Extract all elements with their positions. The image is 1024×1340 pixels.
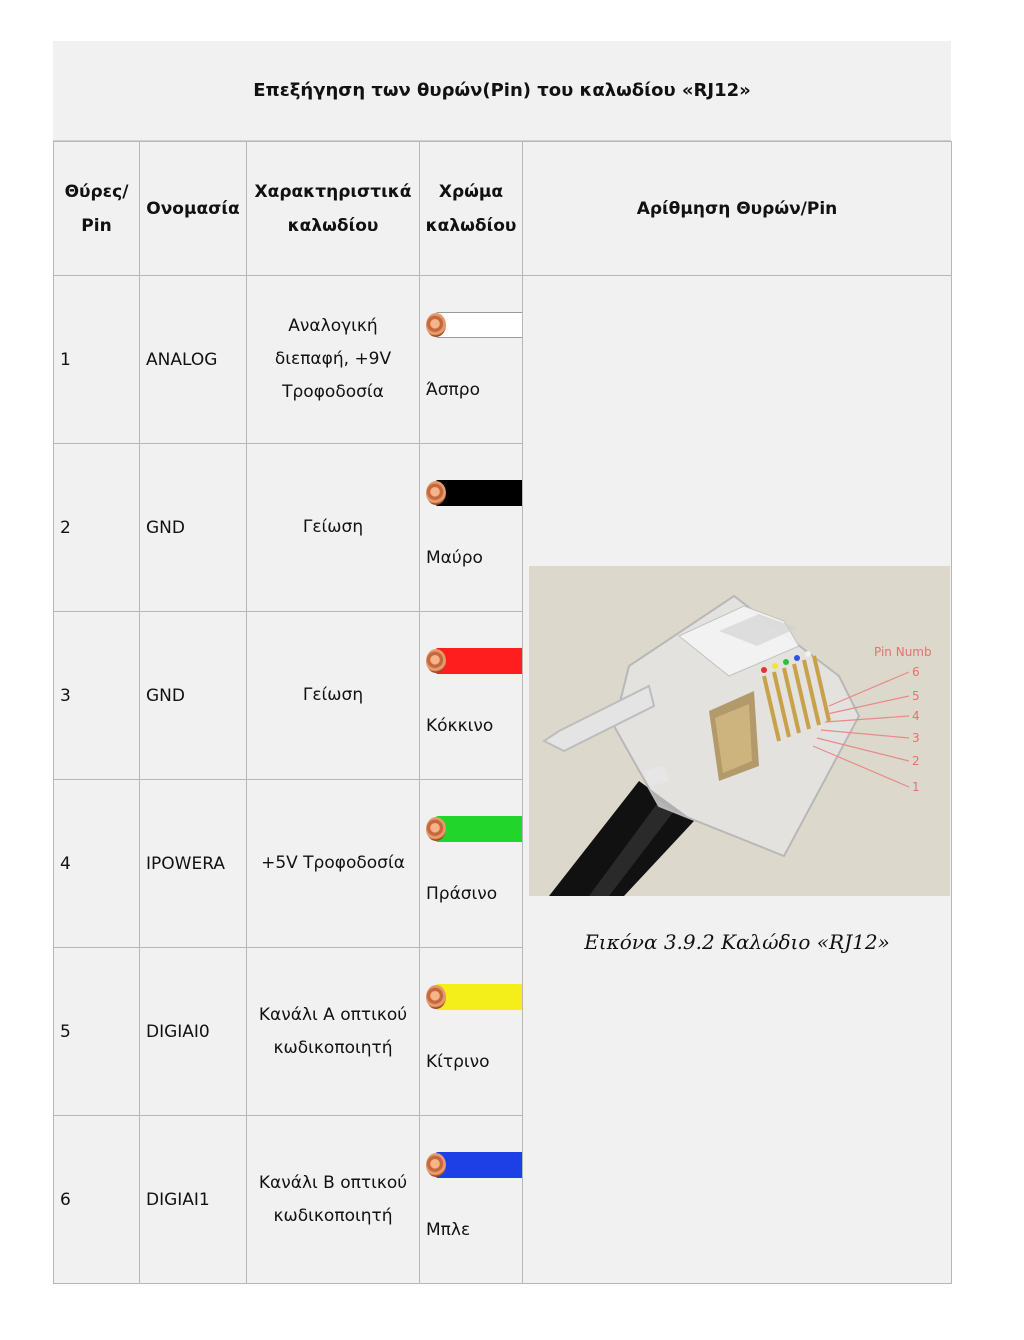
color-label: Κίτρινο bbox=[426, 1052, 490, 1072]
wire-icon bbox=[426, 312, 523, 338]
description-cell: +5V Τροφοδοσία bbox=[247, 780, 420, 948]
header-name: Ονομασία bbox=[140, 142, 247, 276]
wire-icon bbox=[426, 816, 523, 842]
wire-icon bbox=[426, 480, 523, 506]
pin-label: 6 bbox=[912, 665, 920, 679]
pin-cell: 1 bbox=[54, 276, 140, 444]
header-numbering: Αρίθμηση Θυρών/Pin bbox=[523, 142, 952, 276]
description-cell: Κανάλι A οπτικού κωδικοποιητή bbox=[247, 948, 420, 1116]
pin-number-label: Pin Numb bbox=[874, 645, 932, 659]
figure-caption: Εικόνα 3.9.2 Καλώδιο «RJ12» bbox=[584, 930, 890, 954]
name-cell: IPOWERA bbox=[140, 780, 247, 948]
pin-cell: 4 bbox=[54, 780, 140, 948]
table-title: Επεξήγηση των θυρών(Pin) του καλωδίου «RJ12» bbox=[53, 41, 951, 141]
color-label: Μαύρο bbox=[426, 548, 483, 568]
name-cell: DIGIAI0 bbox=[140, 948, 247, 1116]
pin-cell: 5 bbox=[54, 948, 140, 1116]
numbering-cell bbox=[523, 276, 952, 1284]
color-label: Πράσινο bbox=[426, 884, 498, 904]
color-cell bbox=[420, 444, 523, 612]
color-cell bbox=[420, 948, 523, 1116]
name-cell: GND bbox=[140, 444, 247, 612]
table-row bbox=[54, 276, 952, 444]
color-label: Μπλε bbox=[426, 1220, 471, 1240]
color-cell bbox=[420, 780, 523, 948]
color-cell bbox=[420, 612, 523, 780]
pin-label: 3 bbox=[912, 731, 920, 745]
pin-label: 5 bbox=[912, 689, 920, 703]
pin-cell: 6 bbox=[54, 1116, 140, 1284]
pin-label: 1 bbox=[912, 780, 920, 794]
name-cell: ANALOG bbox=[140, 276, 247, 444]
name-cell: DIGIAI1 bbox=[140, 1116, 247, 1284]
pin-label: 4 bbox=[912, 709, 920, 723]
color-label: Κόκκινο bbox=[426, 716, 494, 736]
pin-cell: 3 bbox=[54, 612, 140, 780]
pin-label: 2 bbox=[912, 754, 920, 768]
description-cell: Αναλογική διεπαφή, +9V Τροφοδοσία bbox=[247, 276, 420, 444]
header-description: Χαρακτηριστικά καλωδίου bbox=[247, 142, 420, 276]
wire-icon bbox=[426, 984, 523, 1010]
header-color: Χρώμα καλωδίου bbox=[420, 142, 523, 276]
description-cell: Γείωση bbox=[247, 612, 420, 780]
pin-cell: 2 bbox=[54, 444, 140, 612]
wire-icon bbox=[426, 1152, 523, 1178]
document bbox=[53, 41, 951, 1284]
description-cell: Γείωση bbox=[247, 444, 420, 612]
wire-icon bbox=[426, 648, 523, 674]
rj12-connector-photo bbox=[529, 566, 950, 896]
description-cell: Κανάλι B οπτικού κωδικοποιητή bbox=[247, 1116, 420, 1284]
header-row bbox=[54, 142, 952, 276]
name-cell: GND bbox=[140, 612, 247, 780]
pinout-table bbox=[53, 141, 952, 1284]
color-cell bbox=[420, 1116, 523, 1284]
color-label: Άσπρο bbox=[426, 380, 480, 400]
color-cell bbox=[420, 276, 523, 444]
header-pin: Θύρες/ Pin bbox=[54, 142, 140, 276]
